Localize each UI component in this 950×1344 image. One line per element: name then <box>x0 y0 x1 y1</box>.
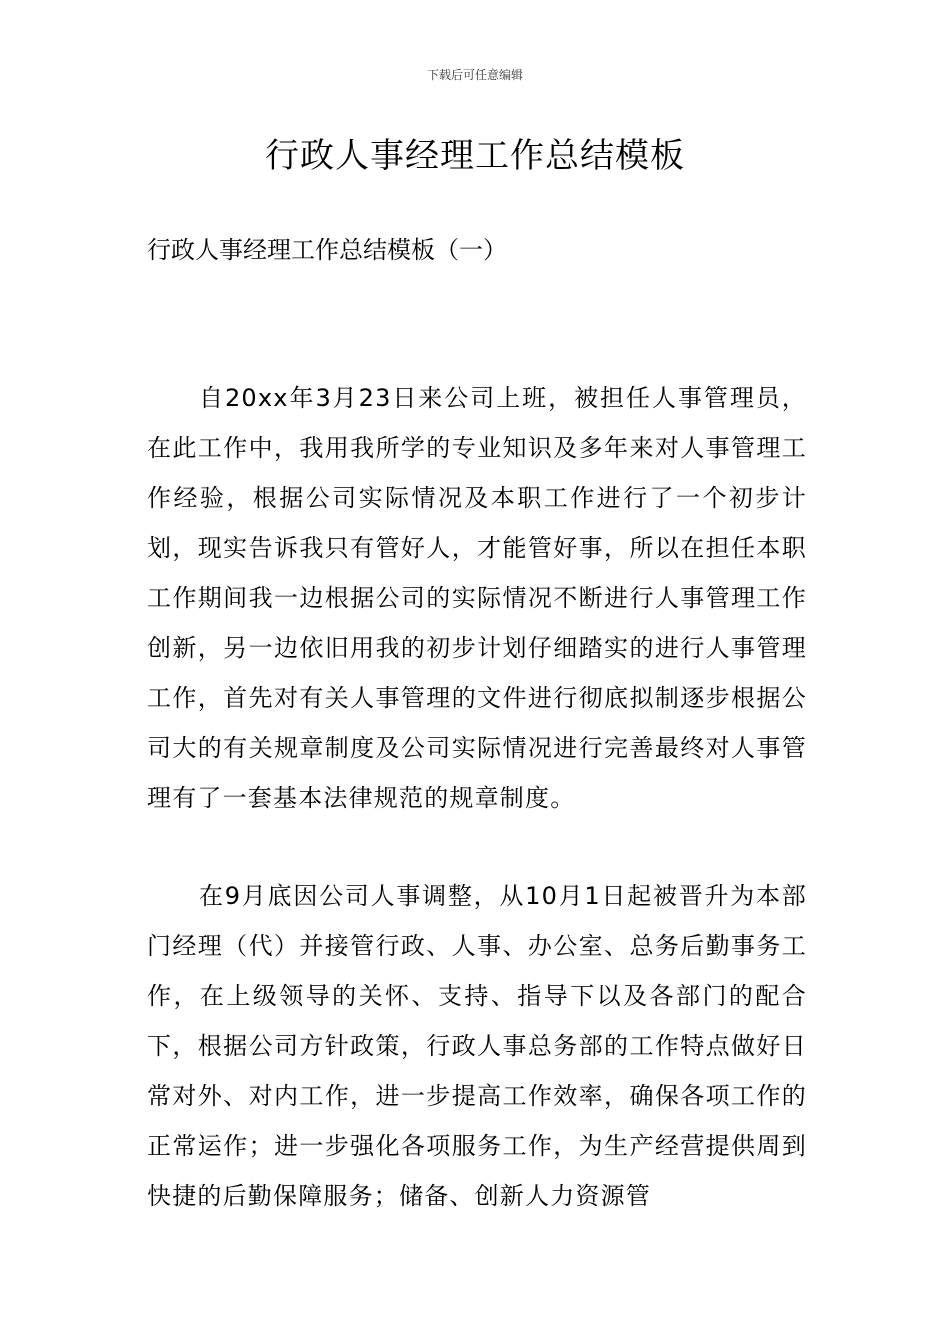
paragraph-2: 在9月底因公司人事调整，从10月1日起被晋升为本部门经理（代）并接管行政、人事、办公室、总务后勤事务工作，在上级领导的关怀、支持、指导下以及各部门的配合下，根据公司方针政策，行政人事总务部的工作特点做好日常对外、对内工作，进一步提高工作效率，确保各项工作的正常运作；进一步强化各项服务工作，为生产经营提供周到快捷的后勤保障服务；储备、创新人力资源管 <box>147 882 807 1210</box>
document-subtitle: 行政人事经理工作总结模板（一） <box>147 236 507 264</box>
header-note: 下载后可任意编辑 <box>426 68 523 82</box>
paragraph-1: 自20xx年3月23日来公司上班，被担任人事管理员，在此工作中，我用我所学的专业知识及多年来对人事管理工作经验，根据公司实际情况及本职工作进行了一个初步计划，现实告诉我只有管好人，才能管好事，所以在担任本职工作期间我一边根据公司的实际情况不断进行人事管理工作创新，另一边依旧用我的初步计划仔细踏实的进行人事管理工作，首先对有关人事管理的文件进行彻底拟制逐步根据公司大的有关规章制度及公司实际情况进行完善最终对人事管理有了一套基本法律规范的规章制度。 <box>147 384 807 812</box>
document-title: 行政人事经理工作总结模板 <box>265 136 685 176</box>
